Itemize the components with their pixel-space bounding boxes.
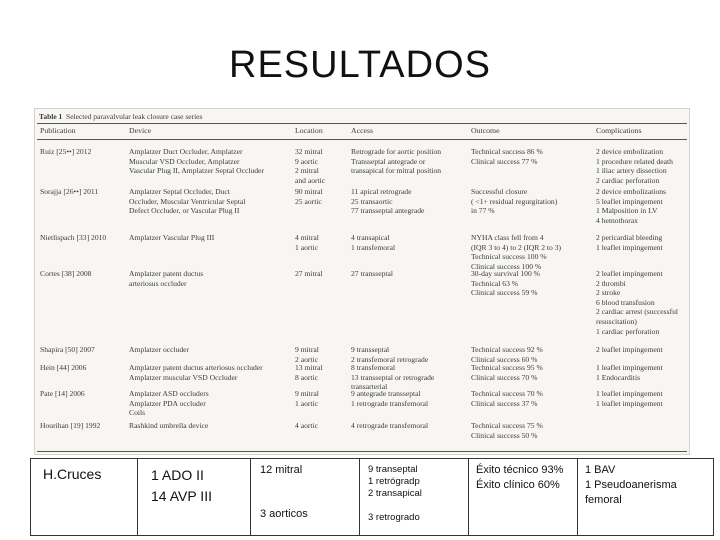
table-cell-device: Coils xyxy=(129,408,146,418)
table-cell-outcome: Clinical success 100 % xyxy=(471,261,542,271)
table-cell-location: 25 aortic xyxy=(295,196,322,206)
table-cell-publication: Hein [44] 2006 xyxy=(40,363,87,372)
summary-outcome-2: Éxito clínico 60% xyxy=(476,479,560,491)
table-cell-outcome: (IQR 3 to 4) to 2 (IQR 2 to 3) xyxy=(471,242,562,252)
table-cell-location: 27 mitral xyxy=(295,269,323,278)
summary-complication-1: 1 BAV xyxy=(585,464,616,476)
table-cell-publication: Pate [14] 2006 xyxy=(40,389,85,398)
table-cell-access: 1 transfemoral xyxy=(351,242,396,252)
table-cell-complications: 1 procedure related death xyxy=(596,156,673,166)
table-cell-device: Amplatzer patent ductus arteriosus occluder xyxy=(129,363,263,372)
summary-cell-access xyxy=(359,458,469,536)
col-header-access: Access xyxy=(351,126,374,135)
table-cell-publication: Ruiz [25••] 2012 xyxy=(40,147,92,156)
table-cell-publication: Hourihan [19] 1992 xyxy=(40,421,101,430)
table-cell-complications: 1 leaflet impingement xyxy=(596,363,663,372)
table-cell-access: Retrograde for aortic position xyxy=(351,147,442,156)
table-header-rule xyxy=(37,139,687,140)
table-cell-complications: 2 leaflet impingement xyxy=(596,269,663,278)
table-caption xyxy=(39,112,202,121)
summary-access-4: 3 retrogrado xyxy=(368,512,420,523)
table-cell-device: Amplatzer muscular VSD Occluder xyxy=(129,372,238,382)
summary-location-2: 3 aorticos xyxy=(260,508,308,520)
table-cell-location: 1 aortic xyxy=(295,242,318,252)
table-cell-outcome: 30-day survival 100 % xyxy=(471,269,540,278)
table-cell-outcome: Clinical success 77 % xyxy=(471,156,538,166)
table-cell-device: Amplatzer ASD occluders xyxy=(129,389,209,398)
col-header-outcome: Outcome xyxy=(471,126,500,135)
table-cell-complications: 2 stroke xyxy=(596,288,621,298)
table-cell-location: 1 aortic xyxy=(295,398,318,408)
table-cell-device: Vascular Plug II, Amplatzer Septal Occluder xyxy=(129,166,264,176)
col-header-publication: Publication xyxy=(40,126,76,135)
summary-row xyxy=(30,458,714,536)
table-cell-complications: 6 blood transfusion xyxy=(596,297,655,307)
table-cell-complications: 1 iliac artery dissection xyxy=(596,166,667,176)
table-cell-access: 9 transseptal xyxy=(351,345,390,354)
summary-access-1: 9 transeptal xyxy=(368,464,418,475)
table-cell-location: 90 mitral xyxy=(295,187,323,196)
summary-location-1: 12 mitral xyxy=(260,464,303,476)
slide-title: RESULTADOS xyxy=(229,44,491,86)
table-cell-access: 77 transseptal antegrade xyxy=(351,206,425,216)
table-cell-complications: 2 device embolizations xyxy=(596,187,667,196)
col-header-device: Device xyxy=(129,126,152,135)
table-cell-location: 9 aortic xyxy=(295,156,318,166)
table-cell-complications: 1 leaflet impingement xyxy=(596,389,663,398)
summary-cell-outcome xyxy=(468,458,578,536)
table-cell-complications: 1 Malposition in LV xyxy=(596,206,658,216)
summary-device-2: 14 AVP III xyxy=(151,488,212,504)
table-cell-access: 27 transseptal xyxy=(351,269,393,278)
table-cell-location: and aortic xyxy=(295,175,326,185)
col-header-complications: Complications xyxy=(596,126,642,135)
table-cell-location: 8 aortic xyxy=(295,372,318,382)
table-cell-access: transapical for mitral position xyxy=(351,166,442,176)
table-cell-publication: Nietlispach [33] 2010 xyxy=(40,233,107,242)
summary-cell-complications xyxy=(577,458,714,536)
table-cell-outcome: ( <1+ residual regurgitation) xyxy=(471,196,558,206)
table-cell-device: Rashkind umbrella device xyxy=(129,421,209,430)
table-cell-access: 4 transapical xyxy=(351,233,390,242)
table-cell-complications: 2 cardiac arrest (successful xyxy=(596,307,679,317)
table-cell-device: Defect Occluder, or Vascular Plug II xyxy=(129,206,240,216)
table-cell-outcome: Clinical success 50 % xyxy=(471,430,538,440)
table-cell-device: Amplatzer Vascular Plug III xyxy=(129,233,215,242)
table-cell-outcome: Clinical success 70 % xyxy=(471,372,538,382)
summary-cell-devices xyxy=(137,458,251,536)
summary-complication-3: femoral xyxy=(585,494,622,506)
table-cell-access: 13 transseptal or retrograde xyxy=(351,372,435,382)
table-cell-outcome: Technical 63 % xyxy=(471,278,519,288)
table-cell-outcome: Clinical success 60 % xyxy=(471,354,538,364)
table-cell-complications: 5 leaflet impingement xyxy=(596,196,663,206)
table-cell-outcome: Technical success 70 % xyxy=(471,389,543,398)
table-cell-access: Transseptal antegrade or xyxy=(351,156,426,166)
table-cell-access: 2 transfemoral retrograde xyxy=(351,354,429,364)
table-cell-complications: 2 leaflet impingement xyxy=(596,345,663,354)
table-cell-outcome: NYHA class fell from 4 xyxy=(471,233,544,242)
summary-device-1: 1 ADO II xyxy=(151,467,204,483)
table-cell-outcome: Technical success 92 % xyxy=(471,345,543,354)
table-cell-publication: Sorajja [26••] 2011 xyxy=(40,187,99,196)
table-cell-location: 9 mitral xyxy=(295,345,319,354)
summary-access-2: 1 retrógradp xyxy=(368,476,420,487)
table-cell-location: 9 mitral xyxy=(295,389,319,398)
table-cell-device: Occluder, Muscular Ventricular Septal xyxy=(129,196,246,206)
col-header-location: Location xyxy=(295,126,323,135)
table-cell-complications: 1 Endocarditis xyxy=(596,372,641,382)
table-cell-complications: 1 leaflet impingement xyxy=(596,398,663,408)
summary-access-3: 2 transapical xyxy=(368,488,422,499)
table-cell-publication: Cortes [38] 2008 xyxy=(40,269,92,278)
summary-cell-center xyxy=(30,458,138,536)
table-cell-access: 25 transaortic xyxy=(351,196,393,206)
table-cell-complications: 2 device embolization xyxy=(596,147,664,156)
table-cell-complications: 1 cardiac perforation xyxy=(596,326,660,336)
table-cell-access: 1 retrograde transfemoral xyxy=(351,398,429,408)
table-cell-complications: 1 leaflet impingement xyxy=(596,242,663,252)
table-cell-outcome: Technical success 100 % xyxy=(471,252,547,262)
table-cell-complications: 2 cardiac perforation xyxy=(596,175,660,185)
table-cell-publication: Shapira [50] 2007 xyxy=(40,345,95,354)
table-cell-location: 4 mitral xyxy=(295,233,319,242)
table-cell-device: Muscular VSD Occluder, Amplatzer xyxy=(129,156,240,166)
table-cell-outcome: Technical success 75 % xyxy=(471,421,543,430)
table-cell-location: 13 mitral xyxy=(295,363,323,372)
table-cell-location: 4 aortic xyxy=(295,421,318,430)
table-caption-text: Selected paravalvular leak closure case series xyxy=(66,112,203,121)
table-caption-label: Table 1 xyxy=(39,112,63,121)
table-cell-outcome: Technical success 95 % xyxy=(471,363,543,372)
table-cell-access: 8 transfemoral xyxy=(351,363,396,372)
table-cell-access: 4 retrograde transfemoral xyxy=(351,421,429,430)
table-cell-device: Amplatzer patent ductus xyxy=(129,269,204,278)
table-cell-device: Amplatzer occluder xyxy=(129,345,190,354)
table-cell-access: transarterial xyxy=(351,382,388,392)
summary-complication-2: 1 Pseudoanerisma xyxy=(585,479,677,491)
table-cell-location: 32 mitral xyxy=(295,147,323,156)
table-cell-outcome: Successful closure xyxy=(471,187,528,196)
table-cell-outcome: Clinical success 37 % xyxy=(471,398,538,408)
table-cell-device: Amplatzer Duct Occluder, Amplatzer xyxy=(129,147,243,156)
table-cell-outcome: Technical success 86 % xyxy=(471,147,543,156)
table-cell-location: 2 aortic xyxy=(295,354,318,364)
summary-cell-location xyxy=(250,458,360,536)
table-cell-complications: 2 thrombi xyxy=(596,278,626,288)
table-cell-device: Amplatzer PDA occluder xyxy=(129,398,206,408)
summary-outcome-1: Éxito técnico 93% xyxy=(476,464,564,476)
table-cell-complications: resuscitation) xyxy=(596,317,637,326)
table-cell-access: 11 apical retrograde xyxy=(351,187,412,196)
table-cell-access: 9 antegrade transseptal xyxy=(351,389,421,398)
summary-center: H.Cruces xyxy=(43,466,102,482)
table-cell-outcome: in 77 % xyxy=(471,206,495,216)
table-cell-device: Amplatzer Septal Occluder, Duct xyxy=(129,187,230,196)
case-series-table xyxy=(34,108,690,455)
table-cell-complications: 4 hemothorax xyxy=(596,215,638,225)
table-cell-location: 2 mitral xyxy=(295,166,319,176)
table-top-rule xyxy=(37,123,687,124)
table-cell-device: arteriosus occluder xyxy=(129,278,187,288)
table-cell-outcome: Clinical success 59 % xyxy=(471,288,538,298)
table-cell-complications: 2 pericardial bleeding xyxy=(596,233,663,242)
table-bottom-rule xyxy=(37,451,687,452)
